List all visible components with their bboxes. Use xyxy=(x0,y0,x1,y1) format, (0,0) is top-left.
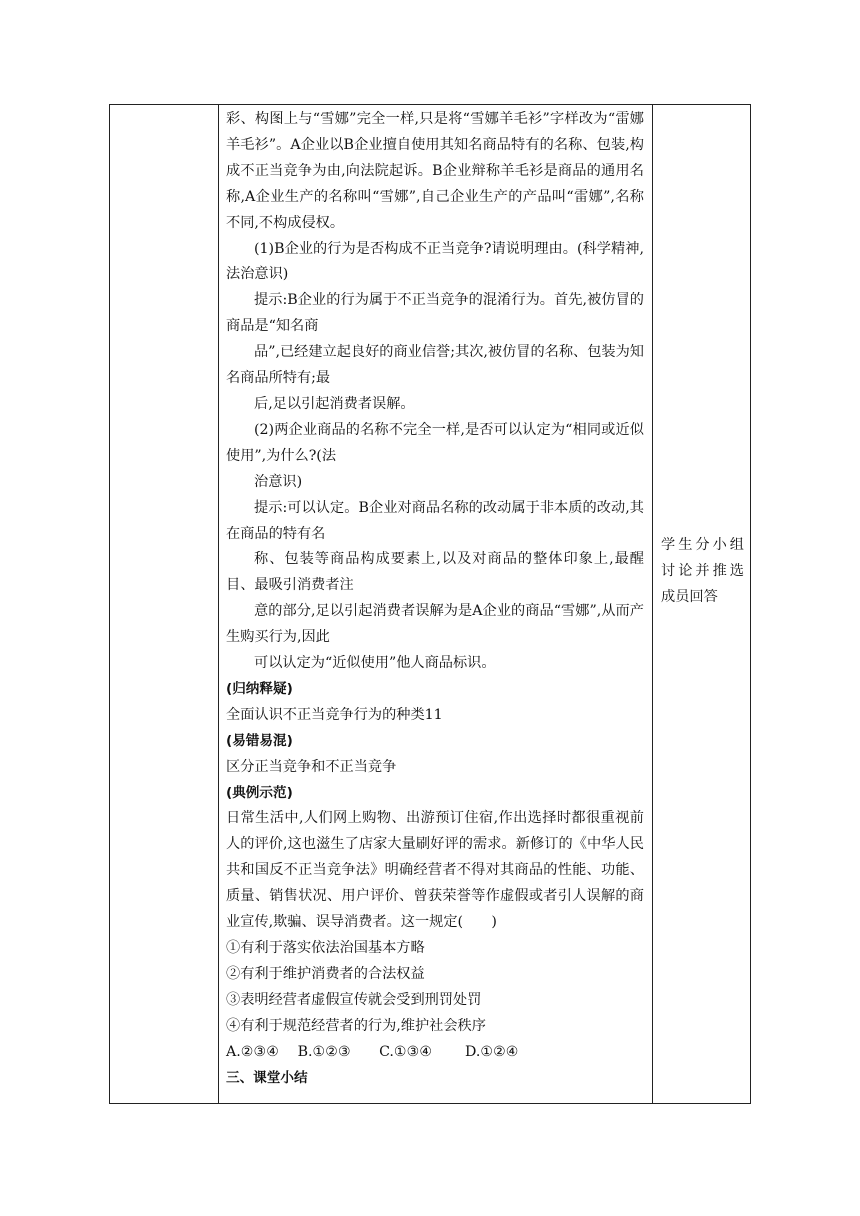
answer-options: A.②③④ B.①②③ C.①③④ D.①②④ xyxy=(226,1043,519,1060)
statement-2: ②有利于维护消费者的合法权益 xyxy=(226,965,425,982)
activity-column-cell xyxy=(653,105,751,1104)
summary-text: 全面认识不正当竞争行为的种类11 xyxy=(226,706,443,723)
hint-1-line-3: 后,足以引起消费者误解。 xyxy=(254,395,415,412)
lesson-table xyxy=(109,104,751,1104)
hint-2-line-3: 意的部分,足以引起消费者误解为是A企业的商品“雪娜”,从而产生购买行为,因此 xyxy=(226,603,644,646)
hint-2-line-2: 称、包装等商品构成要素上,以及对商品的整体印象上,最醒目、最吸引消费者注 xyxy=(226,551,644,594)
section-heading-class-summary: 三、课堂小结 xyxy=(226,1069,308,1086)
table-row xyxy=(110,105,751,1104)
hint-1-line-1: 提示:B企业的行为属于不正当竞争的混淆行为。首先,被仿冒的商品是“知名商 xyxy=(226,292,644,335)
content-column-cell xyxy=(219,105,653,1104)
section-heading-summary: (归纳释疑) xyxy=(226,680,293,697)
hint-2-line-1: 提示:可以认定。B企业对商品名称的改动属于非本质的改动,其在商品的特有名 xyxy=(226,499,644,542)
statement-3: ③表明经营者虚假宣传就会受到刑罚处罚 xyxy=(226,991,482,1008)
section-heading-example: (典例示范) xyxy=(226,784,293,801)
question-2-tail: 治意识) xyxy=(254,473,303,490)
hint-1-line-2: 品”,已经建立起良好的商业信誉;其次,被仿冒的名称、包装为知名商品所特有;最 xyxy=(226,344,644,387)
case-paragraph: 彩、构图上与“雪娜”完全一样,只是将“雪娜羊毛衫”字样改为“雷娜羊毛衫”。A企业以B企业擅自使用其知名商品特有的名称、包装,构成不正当竞争为由,向法院起诉。B企业辩称羊毛衫是商品的通用名称,A企业生产的名称叫“雪娜”,自己企业生产的产品叫“雷娜”,名称不同,不构成侵权。 xyxy=(226,111,644,231)
question-2: (2)两企业商品的名称不完全一样,是否可以认定为“相同或近似使用”,为什么?(法 xyxy=(226,421,644,464)
question-1: (1)B企业的行为是否构成不正当竞争?请说明理由。(科学精神,法治意识) xyxy=(226,240,644,283)
student-activity-note: 学生分小组讨论并推选成员回答 xyxy=(661,537,744,605)
left-column-cell xyxy=(110,105,219,1104)
statement-1: ①有利于落实依法治国基本方略 xyxy=(226,940,425,956)
statement-4: ④有利于规范经营者的行为,维护社会秩序 xyxy=(226,1017,486,1034)
example-question: 日常生活中,人们网上购物、出游预订住宿,作出选择时都很重视前人的评价,这也滋生了店家大量刷好评的需求。新修订的《中华人民共和国反不正当竞争法》明确经营者不得对其商品的性能、功能、质量、销售状况、用户评价、曾获荣誉等作虚假或者引人误解的商业宣传,欺骗、误导消费者。这一规定( ) xyxy=(226,810,644,931)
section-heading-confusion: (易错易混) xyxy=(226,732,293,749)
hint-2-line-4: 可以认定为“近似使用”他人商品标识。 xyxy=(254,655,496,672)
lesson-content xyxy=(219,105,652,1091)
confusion-text: 区分正当竞争和不正当竞争 xyxy=(226,758,397,775)
